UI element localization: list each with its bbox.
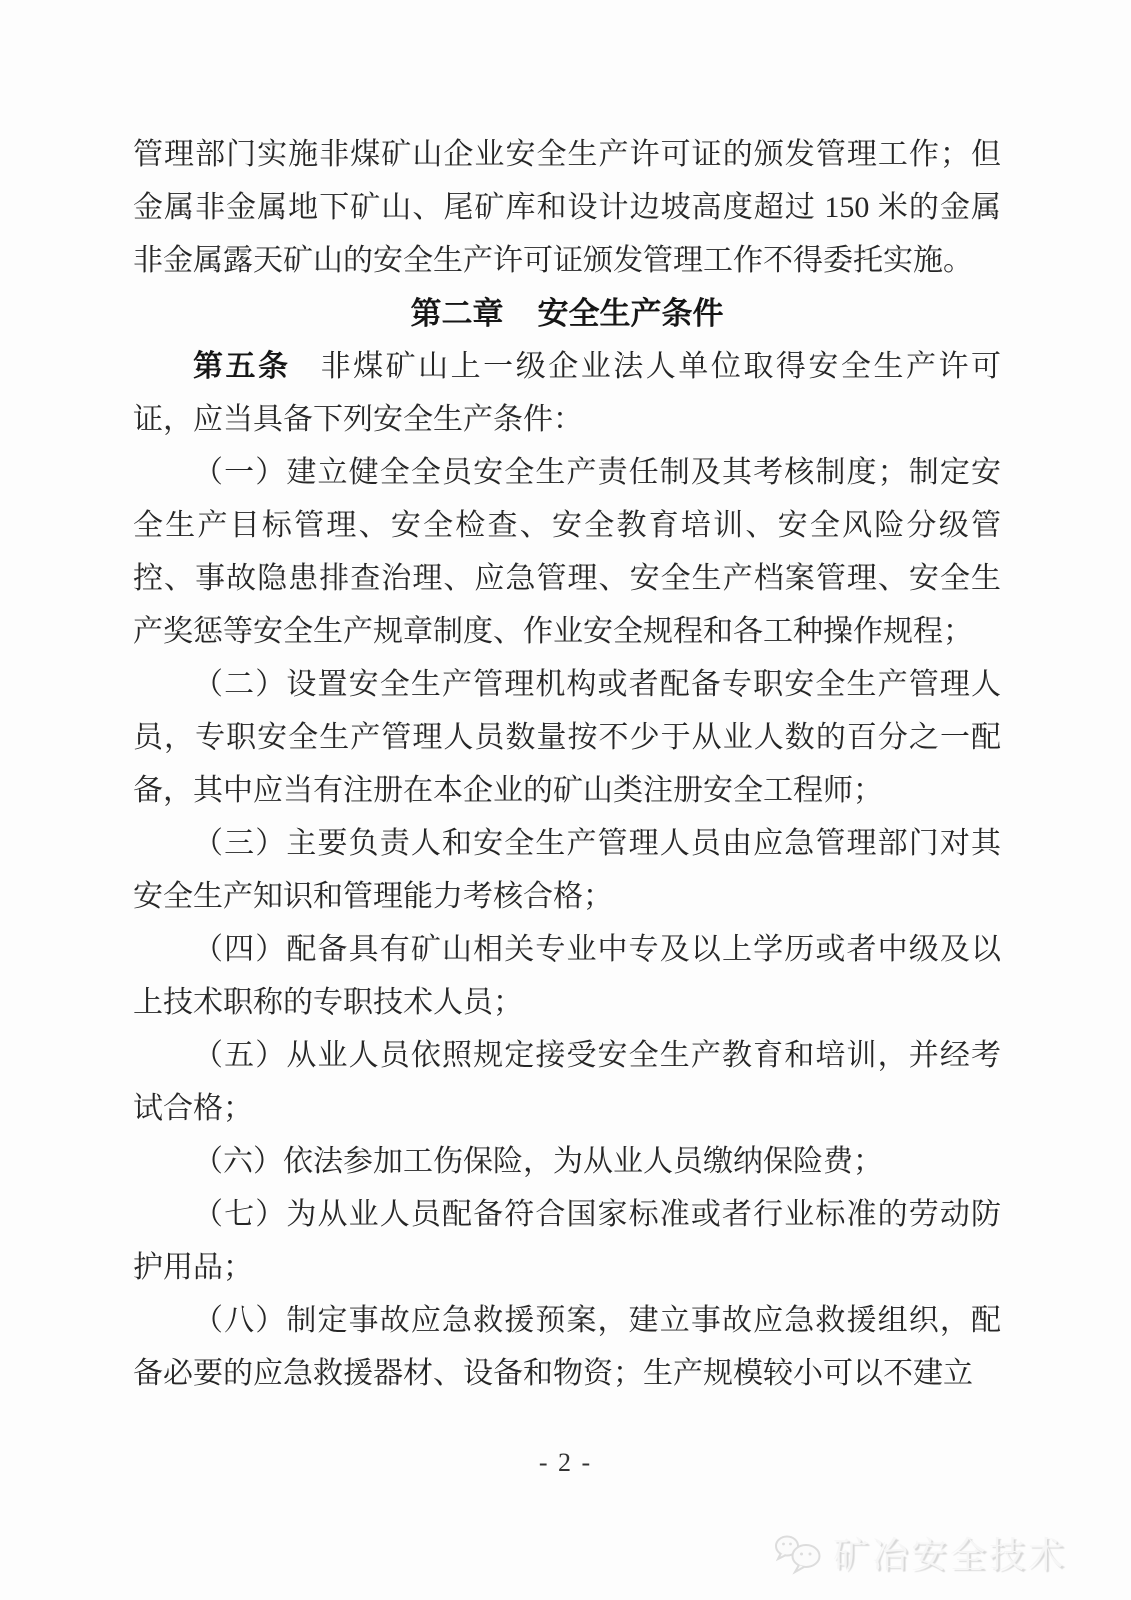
- paragraph-continuation: 管理部门实施非煤矿山企业安全生产许可证的颁发管理工作；但金属非金属地下矿山、尾矿库和设计边坡高度超过 150 米的金属非金属露天矿山的安全生产许可证颁发管理工作不得委托实施。: [133, 138, 1001, 277]
- chapter-number: 第二章: [410, 296, 504, 331]
- page-footer: [0, 1448, 1131, 1478]
- page-number: - 2 -: [538, 1448, 593, 1477]
- condition-item-2: （二）设置安全生产管理机构或者配备专职安全生产管理人员，专职安全生产管理人员数量按不少于从业人数的百分之一配备，其中应当有注册在本企业的矿山类注册安全工程师；: [133, 668, 1001, 807]
- article-number: 第五条: [193, 350, 291, 383]
- chapter-title: 安全生产条件: [537, 296, 724, 331]
- watermark: [773, 1527, 1067, 1578]
- condition-item-7: （七）为从业人员配备符合国家标准或者行业标准的劳动防护用品；: [133, 1198, 1001, 1284]
- condition-item-5: （五）从业人员依照规定接受安全生产教育和培训，并经考试合格；: [133, 1039, 1001, 1125]
- condition-item-8: （八）制定事故应急救援预案，建立事故应急救援组织，配备必要的应急救援器材、设备和物资；生产规模较小可以不建立: [133, 1304, 1001, 1390]
- condition-item-1: （一）建立健全全员安全生产责任制及其考核制度；制定安全生产目标管理、安全检查、安全教育培训、安全风险分级管控、事故隐患排查治理、应急管理、安全生产档案管理、安全生产奖惩等安全生产规章制度、作业安全规程和各工种操作规程；: [133, 456, 1001, 648]
- condition-item-4: （四）配备具有矿山相关专业中专及以上学历或者中级及以上技术职称的专职技术人员；: [133, 933, 1001, 1019]
- condition-item-6: （六）依法参加工伤保险，为从业人员缴纳保险费；: [193, 1145, 883, 1178]
- article-text: 非煤矿山上一级企业法人单位取得安全生产许可证，应当具备下列安全生产条件：: [133, 350, 1002, 436]
- article-paragraph: [133, 340, 1001, 446]
- wechat-icon: [773, 1531, 825, 1575]
- watermark-text: 矿冶安全技术: [832, 1534, 1067, 1575]
- document-content: [133, 128, 1001, 1400]
- condition-item-3: （三）主要负责人和安全生产管理人员由应急管理部门对其安全生产知识和管理能力考核合格；: [133, 827, 1001, 913]
- chapter-heading: [133, 287, 1001, 340]
